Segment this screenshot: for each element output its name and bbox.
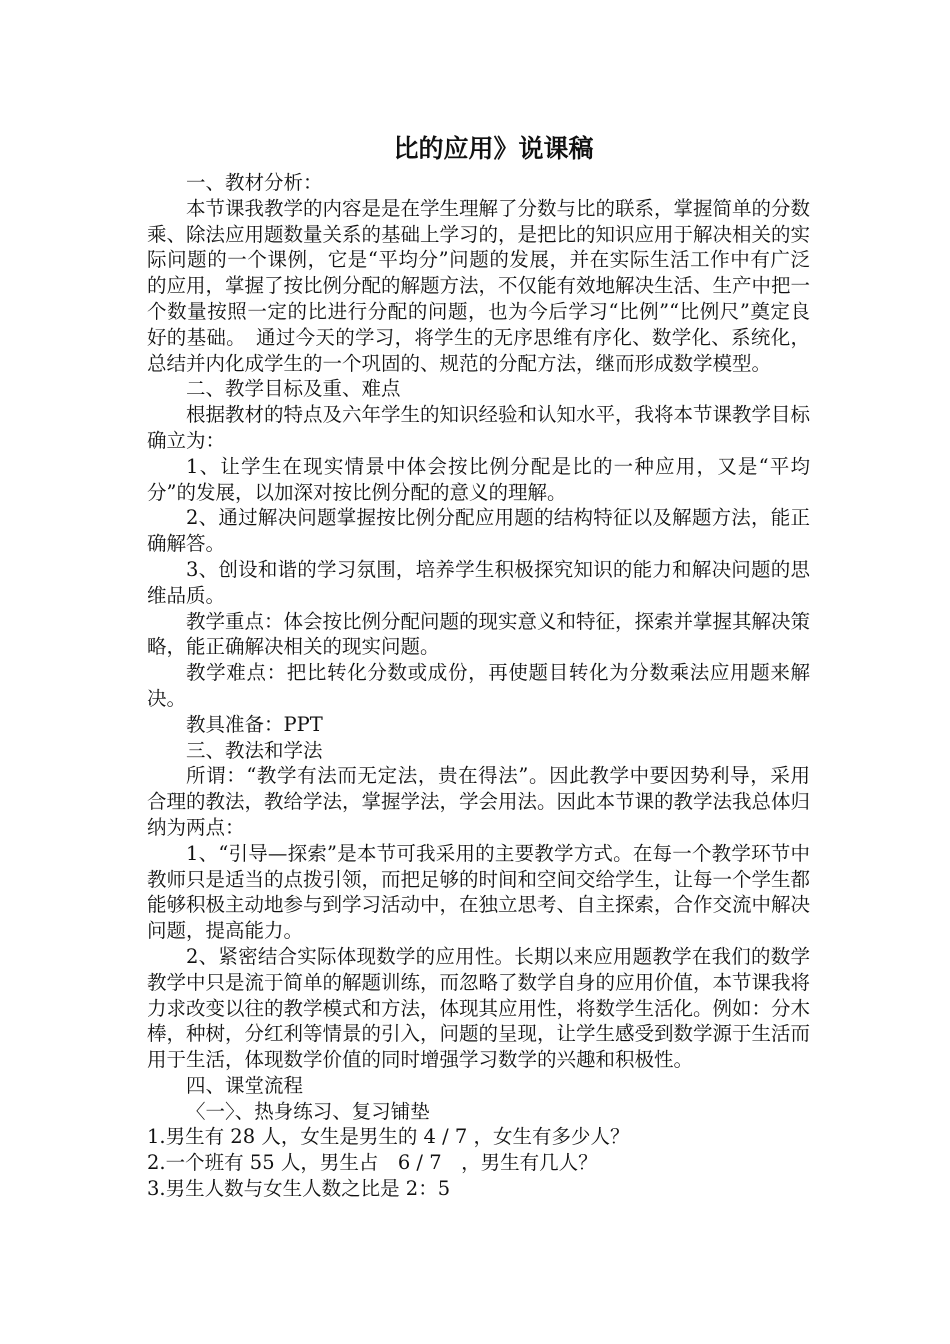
paragraph-methods-intro: 所谓：“教学有法而无定法，贵在得法”。因此教学中要因势利导，采用合理的教法，教给学法，掌握学法，学会用法。因此本节课的教学法我总体归纳为两点：	[147, 764, 811, 839]
section-heading-textbook-analysis: 一、教材分析：	[186, 171, 323, 194]
objective-item-2: 2、通过解决问题掌握按比例分配应用题的结构特征以及解题方法，能正确解答。	[147, 506, 810, 556]
paragraph-method-1: 1、“引导—探索”是本节可我采用的主要教学方式。在每一个教学环节中教师只是适当的点拨引领，而把足够的时间和空间交给学生，让每一个学生都能够积极主动地参与到学习活动中，在独立思考、自主探索，合作交流中解决问题，提高能力。	[147, 841, 811, 943]
objective-item-3: 3、创设和谐的学习氛围，培养学生积极探究知识的能力和解决问题的思维品质。	[147, 557, 810, 607]
exercise-question-2: 2.一个班有 55 人，男生占 6 / 7 ，男生有几人？	[147, 1151, 598, 1175]
teaching-difficulty: 教学难点：把比转化分数或成份，再使题目转化为分数乘法应用题来解决。	[147, 661, 810, 710]
paragraph-textbook-analysis: 本节课我教学的内容是是在学生理解了分数与比的联系，掌握简单的分数乘、除法应用题数量关系的基础上学习的，是把比的知识应用于解决相关的实际问题的一个课例，它是“平均分”问题的发展，并在实际生活工作中有广泛的应用，掌握了按比例分配的解题方法，不仅能有效地解决生活、生产中把一个数量按照一定的比进行分配的问题，也为今后学习“比例”“比例尺”奠定良好的基础。 通过今天的学习，将学生的无序思维有序化、数学化、系统化，总结并内化成学生的一个巩固的、规范的分配方法，继而形成数学模型。	[147, 196, 811, 375]
subsection-heading-warmup: 〈一〉、热身练习、复习铺垫	[186, 1099, 430, 1123]
paragraph-method-2: 2、紧密结合实际体现数学的应用性。长期以来应用题教学在我们的数学教学中只是流于简单的解题训练，而忽略了数学自身的应用价值，本节课我将力求改变以往的教学模式和方法，体现其应用性，将数学生活化。例如：分木棒，种树，分红利等情景的引入，问题的呈现，让学生感受到数学源于生活而用于生活，体现数学价值的同时增强学习数学的兴趣和积极性。	[147, 944, 811, 1072]
section-heading-objectives: 二、教学目标及重、难点	[186, 377, 401, 401]
teaching-key-point: 教学重点：体会按比例分配问题的现实意义和特征，探索并掌握其解决策略，能正确解决相关的现实问题。	[147, 609, 811, 659]
section-heading-methods: 三、教法和学法	[186, 738, 323, 762]
objective-item-1: 1、让学生在现实情景中体会按比例分配是比的一种应用，又是“平均分”的发展，以加深对按比例分配的意义的理解。	[147, 454, 810, 504]
exercise-question-1: 1.男生有 28 人，女生是男生的 4 / 7 ，女生有多少人？	[147, 1125, 630, 1149]
paragraph-objectives-intro: 根据教材的特点及六年学生的知识经验和认知水平，我将本节课教学目标确立为：	[147, 403, 811, 452]
document-title: 比的应用》说课稿	[393, 134, 594, 163]
exercise-question-3: 3.男生人数与女生人数之比是 2：5	[147, 1177, 451, 1201]
document-body	[147, 170, 810, 1202]
section-heading-class-process: 四、课堂流程	[186, 1073, 304, 1097]
teaching-tools: 教具准备：PPT	[186, 712, 323, 736]
